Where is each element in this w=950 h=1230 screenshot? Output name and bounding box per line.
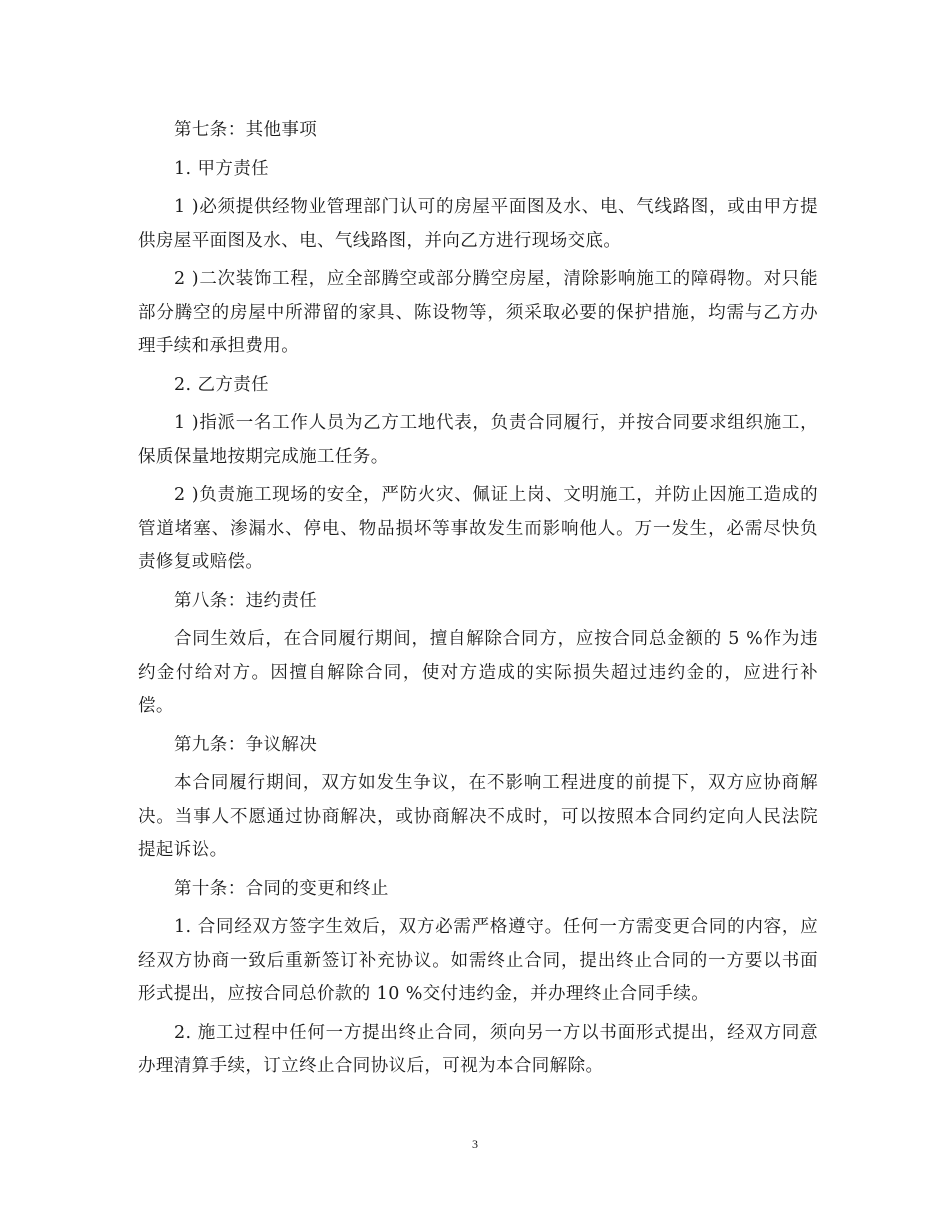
article-10-heading: 第十条：合同的变更和终止 (174, 878, 389, 899)
party-a-clause-1: 1 )必须提供经物业管理部门认可的房屋平面图及水、电、气线路图，或由甲方提供房屋平面图及水、电、气线路图，并向乙方进行现场交底。 (138, 197, 818, 251)
article-10-clause-1: 1. 合同经双方签字生效后，双方必需严格遵守。任何一方需变更合同的内容，应经双方协商一致后重新签订补充协议。如需终止合同，提出终止合同的一方要以书面形式提出，应按合同总价款的 10 %交付违约金，并办理终止合同手续。 (138, 917, 818, 1004)
article-8-heading: 第八条：违约责任 (174, 590, 318, 611)
article-7-heading: 第七条：其他事项 (174, 120, 318, 140)
party-a-clause-2: 2 )二次装饰工程，应全部腾空或部分腾空房屋，清除影响施工的障碍物。对只能部分腾空的房屋中所滞留的家具、陈设物等，须采取必要的保护措施，均需与乙方办理手续和承担费用。 (138, 269, 818, 356)
article-9-body: 本合同履行期间，双方如发生争议，在不影响工程进度的前提下，双方应协商解决。当事人不愿通过协商解决，或协商解决不成时，可以按照本合同约定向人民法院提起诉讼。 (138, 773, 818, 860)
page-number: 3 (472, 1137, 478, 1151)
article-8-body: 合同生效后，在合同履行期间，擅自解除合同方，应按合同总金额的 5 %作为违约金付给对方。因擅自解除合同，使对方造成的实际损失超过违约金的，应进行补偿。 (138, 629, 818, 716)
party-a-responsibility-heading: 1. 甲方责任 (174, 158, 270, 179)
article-10-clause-2: 2. 施工过程中任何一方提出终止合同，须向另一方以书面形式提出，经双方同意办理清算手续，订立终止合同协议后，可视为本合同解除。 (138, 1022, 818, 1076)
party-b-responsibility-heading: 2. 乙方责任 (174, 374, 270, 395)
article-9-heading: 第九条：争议解决 (174, 734, 318, 755)
party-b-clause-2: 2 )负责施工现场的安全，严防火灾、佩证上岗、文明施工，并防止因施工造成的管道堵塞、渗漏水、停电、物品损坏等事故发生而影响他人。万一发生，必需尽快负责修复或赔偿。 (138, 485, 818, 572)
document-body (138, 114, 818, 1089)
party-b-clause-1: 1 )指派一名工作人员为乙方工地代表，负责合同履行，并按合同要求组织施工，保质保量地按期完成施工任务。 (138, 413, 818, 467)
